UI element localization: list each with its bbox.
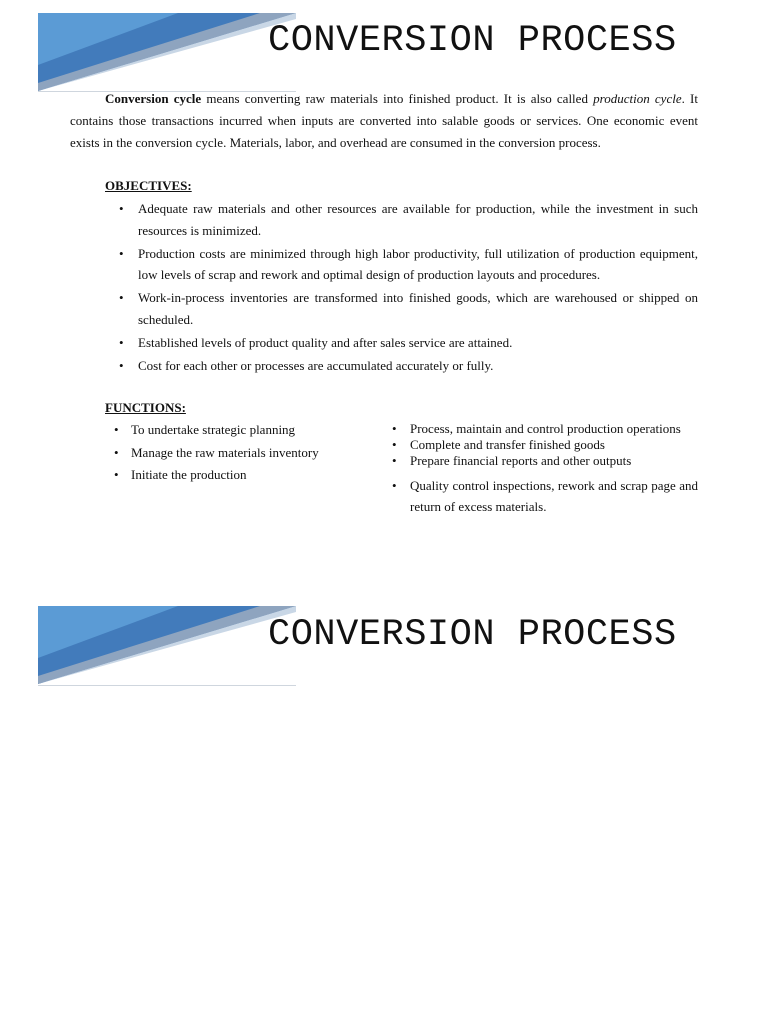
functions-heading: FUNCTIONS: (105, 400, 186, 415)
header-banner (38, 13, 296, 93)
list-item: • Quality control inspections, rework and scrap page and return of excess materials. (410, 475, 698, 517)
list-item: • Production costs are minimized through high labor productivity, full utilization of production equipment, low levels of scrap and rework and optimal design of production layouts and procedures. (138, 243, 698, 286)
intro-italic: production cycle (593, 91, 682, 106)
page-title: CONVERSION PROCESS (268, 614, 677, 656)
banner-graphic (38, 13, 296, 93)
header-banner (38, 606, 296, 686)
list-item: • Complete and transfer finished goods (410, 437, 698, 453)
functions-list-left (131, 419, 361, 487)
intro-text-b: . It contains those transactions incurred when inputs are converted into salable goods or services. One economic event exists in the conversion cycle. Materials, labor, and overhead are consumed in the conversion process. (70, 91, 698, 150)
list-item: • Adequate raw materials and other resources are available for production, while the investment in such resources is minimized. (138, 198, 698, 241)
page-title: CONVERSION PROCESS (268, 20, 677, 62)
list-item: • Manage the raw materials inventory (131, 442, 361, 463)
intro-text-a: means converting raw materials into finished product. It is also called (201, 91, 594, 106)
list-item: • Prepare financial reports and other outputs (410, 453, 698, 469)
functions-list-right (410, 421, 698, 517)
list-item: • Cost for each other or processes are accumulated accurately or fully. (138, 355, 698, 377)
banner-graphic (38, 606, 296, 686)
header-rule (38, 685, 296, 686)
intro-term: Conversion cycle (105, 91, 202, 106)
list-item: • Established levels of product quality and after sales service are attained. (138, 332, 698, 354)
list-item: • To undertake strategic planning (131, 419, 361, 440)
list-item: • Process, maintain and control production operations (410, 421, 698, 437)
list-item: • Work-in-process inventories are transformed into finished goods, which are warehoused or shipped on scheduled. (138, 287, 698, 330)
objectives-heading: OBJECTIVES: (105, 178, 192, 193)
list-item: • Initiate the production (131, 464, 361, 485)
objectives-list (138, 198, 698, 378)
intro-paragraph (70, 88, 698, 154)
